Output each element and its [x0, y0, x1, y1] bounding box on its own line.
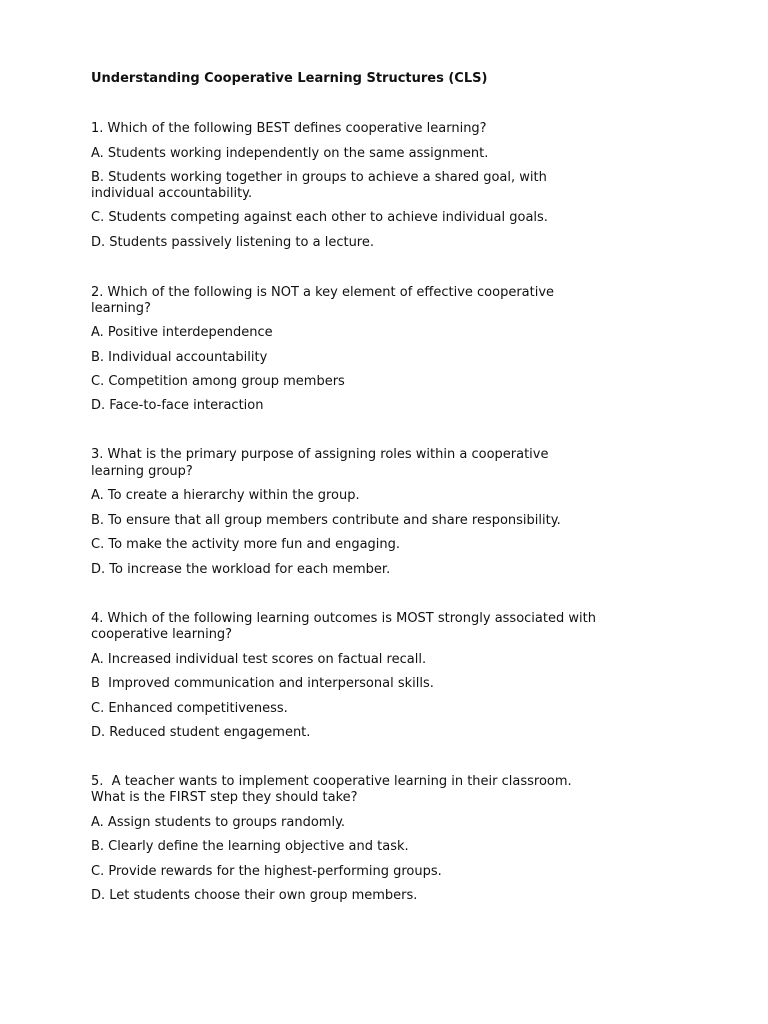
- question-4-prompt-continued: cooperative learning?: [91, 627, 233, 642]
- document-title: Understanding Cooperative Learning Structures (CLS): [91, 71, 488, 86]
- question-1-option-c: C. Students competing against each other to achieve individual goals.: [91, 210, 548, 225]
- question-1-option-b-continued: individual accountability.: [91, 186, 253, 201]
- question-3-option-c: C. To make the activity more fun and engaging.: [91, 537, 401, 552]
- question-1-prompt: 1. Which of the following BEST defines cooperative learning?: [91, 121, 487, 136]
- question-5-option-c: C. Provide rewards for the highest-performing groups.: [91, 864, 442, 879]
- question-3-prompt-continued: learning group?: [91, 464, 193, 479]
- question-2-option-d: D. Face-to-face interaction: [91, 398, 264, 413]
- question-1-option-b: B. Students working together in groups to achieve a shared goal, with: [91, 170, 547, 185]
- question-2-prompt-continued: learning?: [91, 301, 151, 316]
- question-5-prompt-continued: What is the FIRST step they should take?: [91, 790, 358, 805]
- question-4-option-b: B Improved communication and interpersonal skills.: [91, 676, 434, 691]
- question-5-option-d: D. Let students choose their own group members.: [91, 888, 418, 903]
- question-4-option-c: C. Enhanced competitiveness.: [91, 701, 288, 716]
- question-4-option-d: D. Reduced student engagement.: [91, 725, 311, 740]
- question-4-option-a: A. Increased individual test scores on factual recall.: [91, 652, 427, 667]
- question-2-prompt: 2. Which of the following is NOT a key element of effective cooperative: [91, 285, 555, 300]
- question-2-option-c: C. Competition among group members: [91, 374, 345, 389]
- question-2-option-a: A. Positive interdependence: [91, 325, 273, 340]
- question-5-option-b: B. Clearly define the learning objective and task.: [91, 839, 409, 854]
- question-3-prompt: 3. What is the primary purpose of assigning roles within a cooperative: [91, 447, 549, 462]
- question-4-prompt: 4. Which of the following learning outcomes is MOST strongly associated with: [91, 611, 596, 626]
- question-5-prompt: 5. A teacher wants to implement cooperative learning in their classroom.: [91, 774, 572, 789]
- question-1-option-a: A. Students working independently on the same assignment.: [91, 146, 489, 161]
- question-5-option-a: A. Assign students to groups randomly.: [91, 815, 346, 830]
- question-3-option-d: D. To increase the workload for each member.: [91, 562, 391, 577]
- question-3-option-b: B. To ensure that all group members contribute and share responsibility.: [91, 513, 561, 528]
- question-3-option-a: A. To create a hierarchy within the group.: [91, 488, 360, 503]
- question-1-option-d: D. Students passively listening to a lecture.: [91, 235, 374, 250]
- question-2-option-b: B. Individual accountability: [91, 350, 268, 365]
